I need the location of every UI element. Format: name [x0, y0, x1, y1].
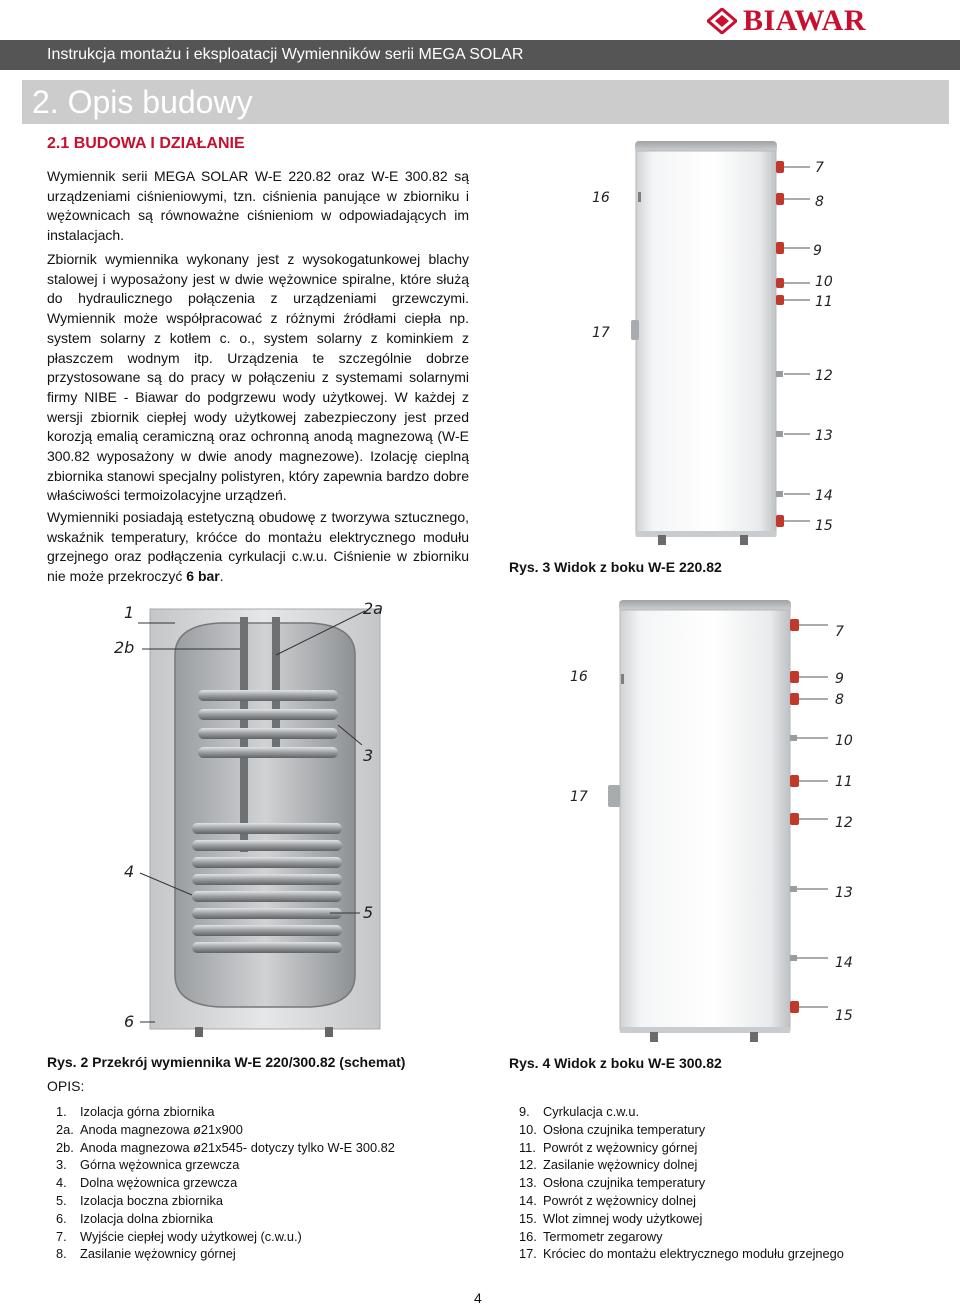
figure-label: 5 — [363, 903, 374, 922]
figure-label: 4 — [124, 862, 135, 881]
legend-item: 8. Zasilanie wężownicy górnej — [56, 1246, 236, 1262]
figure-4-caption: Rys. 4 Widok z boku W-E 300.82 — [509, 1055, 722, 1071]
legend-item: 5. Izolacja boczna zbiornika — [56, 1192, 223, 1208]
heater-socket — [631, 320, 639, 340]
tank-foot — [195, 1027, 203, 1037]
paragraph-construction: Zbiornik wymiennika wykonany jest z wysokogatunkowej blachy stalowej i wyposażony jest w dwie wężownice spiralne, które służą do hydraulicznego połączenia z urządzeniami grzewczymi. Wymiennik może współpracować z różnymi źródłami ciepła np. system solarny z kotłem c. o., system solarny z kominkiem z płaszczem wodnym itp. Urządzenia te szczególnie dobrze przystosowane są do pracy w połączeniu z systemami solarnymi firmy NIBE - Biawar do podgrzewu wody użytkowej. W każdej z wersji zbiornik ciepłej wody użytkowej zabezpieczony jest przed korozją emalią ceramiczną oraz ochronną anodą magnezową (W-E 300.82 wyposażony w dwie anody magnezowe). Izolację cieplną zbiornika stanowi specjalny polistyren, który zapewnia bardzo dobre właściwości termoizolacyjne urządzeń. — [47, 251, 469, 504]
tank-foot — [650, 1032, 658, 1042]
figure-label: 12 — [835, 815, 853, 831]
figure-label: 10 — [835, 733, 853, 749]
legend-item: 3. Górna wężownica grzewcza — [56, 1157, 240, 1173]
figure-cross-section — [100, 595, 430, 1045]
tank-body — [636, 151, 776, 535]
figure-label: 7 — [835, 624, 844, 640]
figure-label: 9 — [835, 671, 844, 687]
figure-label: 2a — [363, 599, 383, 618]
tank-foot — [325, 1027, 333, 1037]
biawar-emblem-icon — [707, 8, 737, 34]
tank-base — [620, 1027, 790, 1033]
legend-item: 17. Króciec do montażu elektrycznego modułu grzejnego — [519, 1246, 844, 1262]
figure-3-caption: Rys. 3 Widok z boku W-E 220.82 — [509, 559, 722, 575]
figure-label: 7 — [815, 160, 824, 176]
document-header-bar — [0, 40, 960, 70]
figure-label: 8 — [835, 692, 844, 708]
figure-2-caption: Rys. 2 Przekrój wymiennika W-E 220/300.82 (schemat) — [47, 1054, 406, 1070]
legend-item: 16. Termometr zegarowy — [519, 1228, 663, 1244]
figure-label: 15 — [835, 1008, 853, 1024]
legend-list-left — [56, 1103, 395, 1263]
legend-item: 9. Cyrkulacja c.w.u. — [519, 1104, 640, 1119]
paragraph-housing-text: Wymienniki posiadają estetyczną obudowę z tworzywa sztucznego, wskaźnik temperatury, króćce do montażu elektrycznego modułu grzejnego oraz podłączenia cyrkulacji c.w.u. Ciśnienie w zbiorniku nie może przekroczyć — [47, 509, 469, 585]
figure-label: 14 — [815, 488, 833, 504]
section-title: 2. Opis budowy — [32, 84, 253, 120]
figure-label: 3 — [363, 746, 374, 765]
figure-label: 13 — [835, 885, 853, 901]
figure-side-view-220 — [560, 135, 860, 555]
figure-label: 17 — [592, 325, 610, 341]
tank-base — [636, 531, 776, 537]
brand-logo — [707, 4, 866, 38]
figure-label: 14 — [835, 955, 853, 971]
figure-label: 9 — [813, 243, 822, 259]
page-number: 4 — [474, 1290, 482, 1306]
legend-item: 4. Dolna wężownica grzewcza — [56, 1175, 238, 1191]
tank-foot — [740, 535, 748, 545]
figure-label: 11 — [815, 294, 833, 310]
leader-lines — [784, 167, 810, 521]
legend-item: 6. Izolacja dolna zbiornika — [56, 1210, 214, 1226]
paragraph-housing — [47, 508, 469, 587]
tank-body — [620, 610, 790, 1030]
figure-label: 13 — [815, 428, 833, 444]
tank-foot — [750, 1032, 758, 1042]
figure-label: 11 — [835, 774, 853, 790]
figure-label: 6 — [124, 1012, 135, 1031]
figure-label: 12 — [815, 368, 833, 384]
pressure-value: 6 bar — [186, 568, 220, 585]
legend-item: 1. Izolacja górna zbiornika — [56, 1104, 215, 1119]
legend-list-right — [519, 1103, 844, 1263]
figure-label: 15 — [815, 518, 833, 534]
legend-item: 11. Powrót z wężownicy górnej — [519, 1139, 698, 1155]
legend-item: 7. Wyjście ciepłej wody użytkowej (c.w.u.) — [56, 1228, 302, 1244]
legend-item: 2a. Anoda magnezowa ø21x900 — [56, 1121, 243, 1137]
document-title: Instrukcja montażu i eksploatacji Wymienników serii MEGA SOLAR — [47, 46, 524, 63]
figure-label: 8 — [815, 194, 824, 210]
figure-label: 2b — [114, 638, 135, 657]
figure-label: 1 — [124, 603, 135, 622]
figure-label: 10 — [815, 274, 833, 290]
legend-item: 12. Zasilanie wężownicy dolnej — [519, 1157, 698, 1173]
legend-item: 2b. Anoda magnezowa ø21x545- dotyczy tylko W-E 300.82 — [56, 1139, 395, 1155]
legend-title: OPIS: — [47, 1078, 85, 1094]
subsection-title: 2.1 BUDOWA I DZIAŁANIE — [47, 135, 245, 152]
heater-socket — [608, 785, 620, 807]
legend-item: 14. Powrót z wężownicy dolnej — [519, 1192, 696, 1208]
paragraph-housing-end: . — [219, 568, 224, 585]
figure-label: 16 — [592, 190, 610, 206]
tank-foot — [658, 535, 666, 545]
figure-label: 16 — [570, 669, 588, 685]
brand-logo-text: BIAWAR — [742, 4, 866, 37]
connector-group — [776, 161, 784, 527]
legend-item: 10. Osłona czujnika temperatury — [519, 1121, 706, 1137]
paragraph-intro: Wymiennik serii MEGA SOLAR W-E 220.82 oraz W-E 300.82 są urządzeniami ciśnieniowymi, tzn. ciśnienia panujące w zbiorniku i wężownicach są równoważne ciśnieniom w odpowiadających im instalacjach. — [47, 168, 469, 244]
legend-item: 13. Osłona czujnika temperatury — [519, 1175, 706, 1191]
legend-item: 15. Wlot zimnej wody użytkowej — [519, 1210, 703, 1226]
leader-lines — [797, 625, 828, 1007]
figure-side-view-300 — [560, 595, 870, 1050]
thermometer-fitting — [612, 674, 624, 684]
figure-label: 17 — [570, 789, 588, 805]
connector-group — [790, 619, 799, 1013]
